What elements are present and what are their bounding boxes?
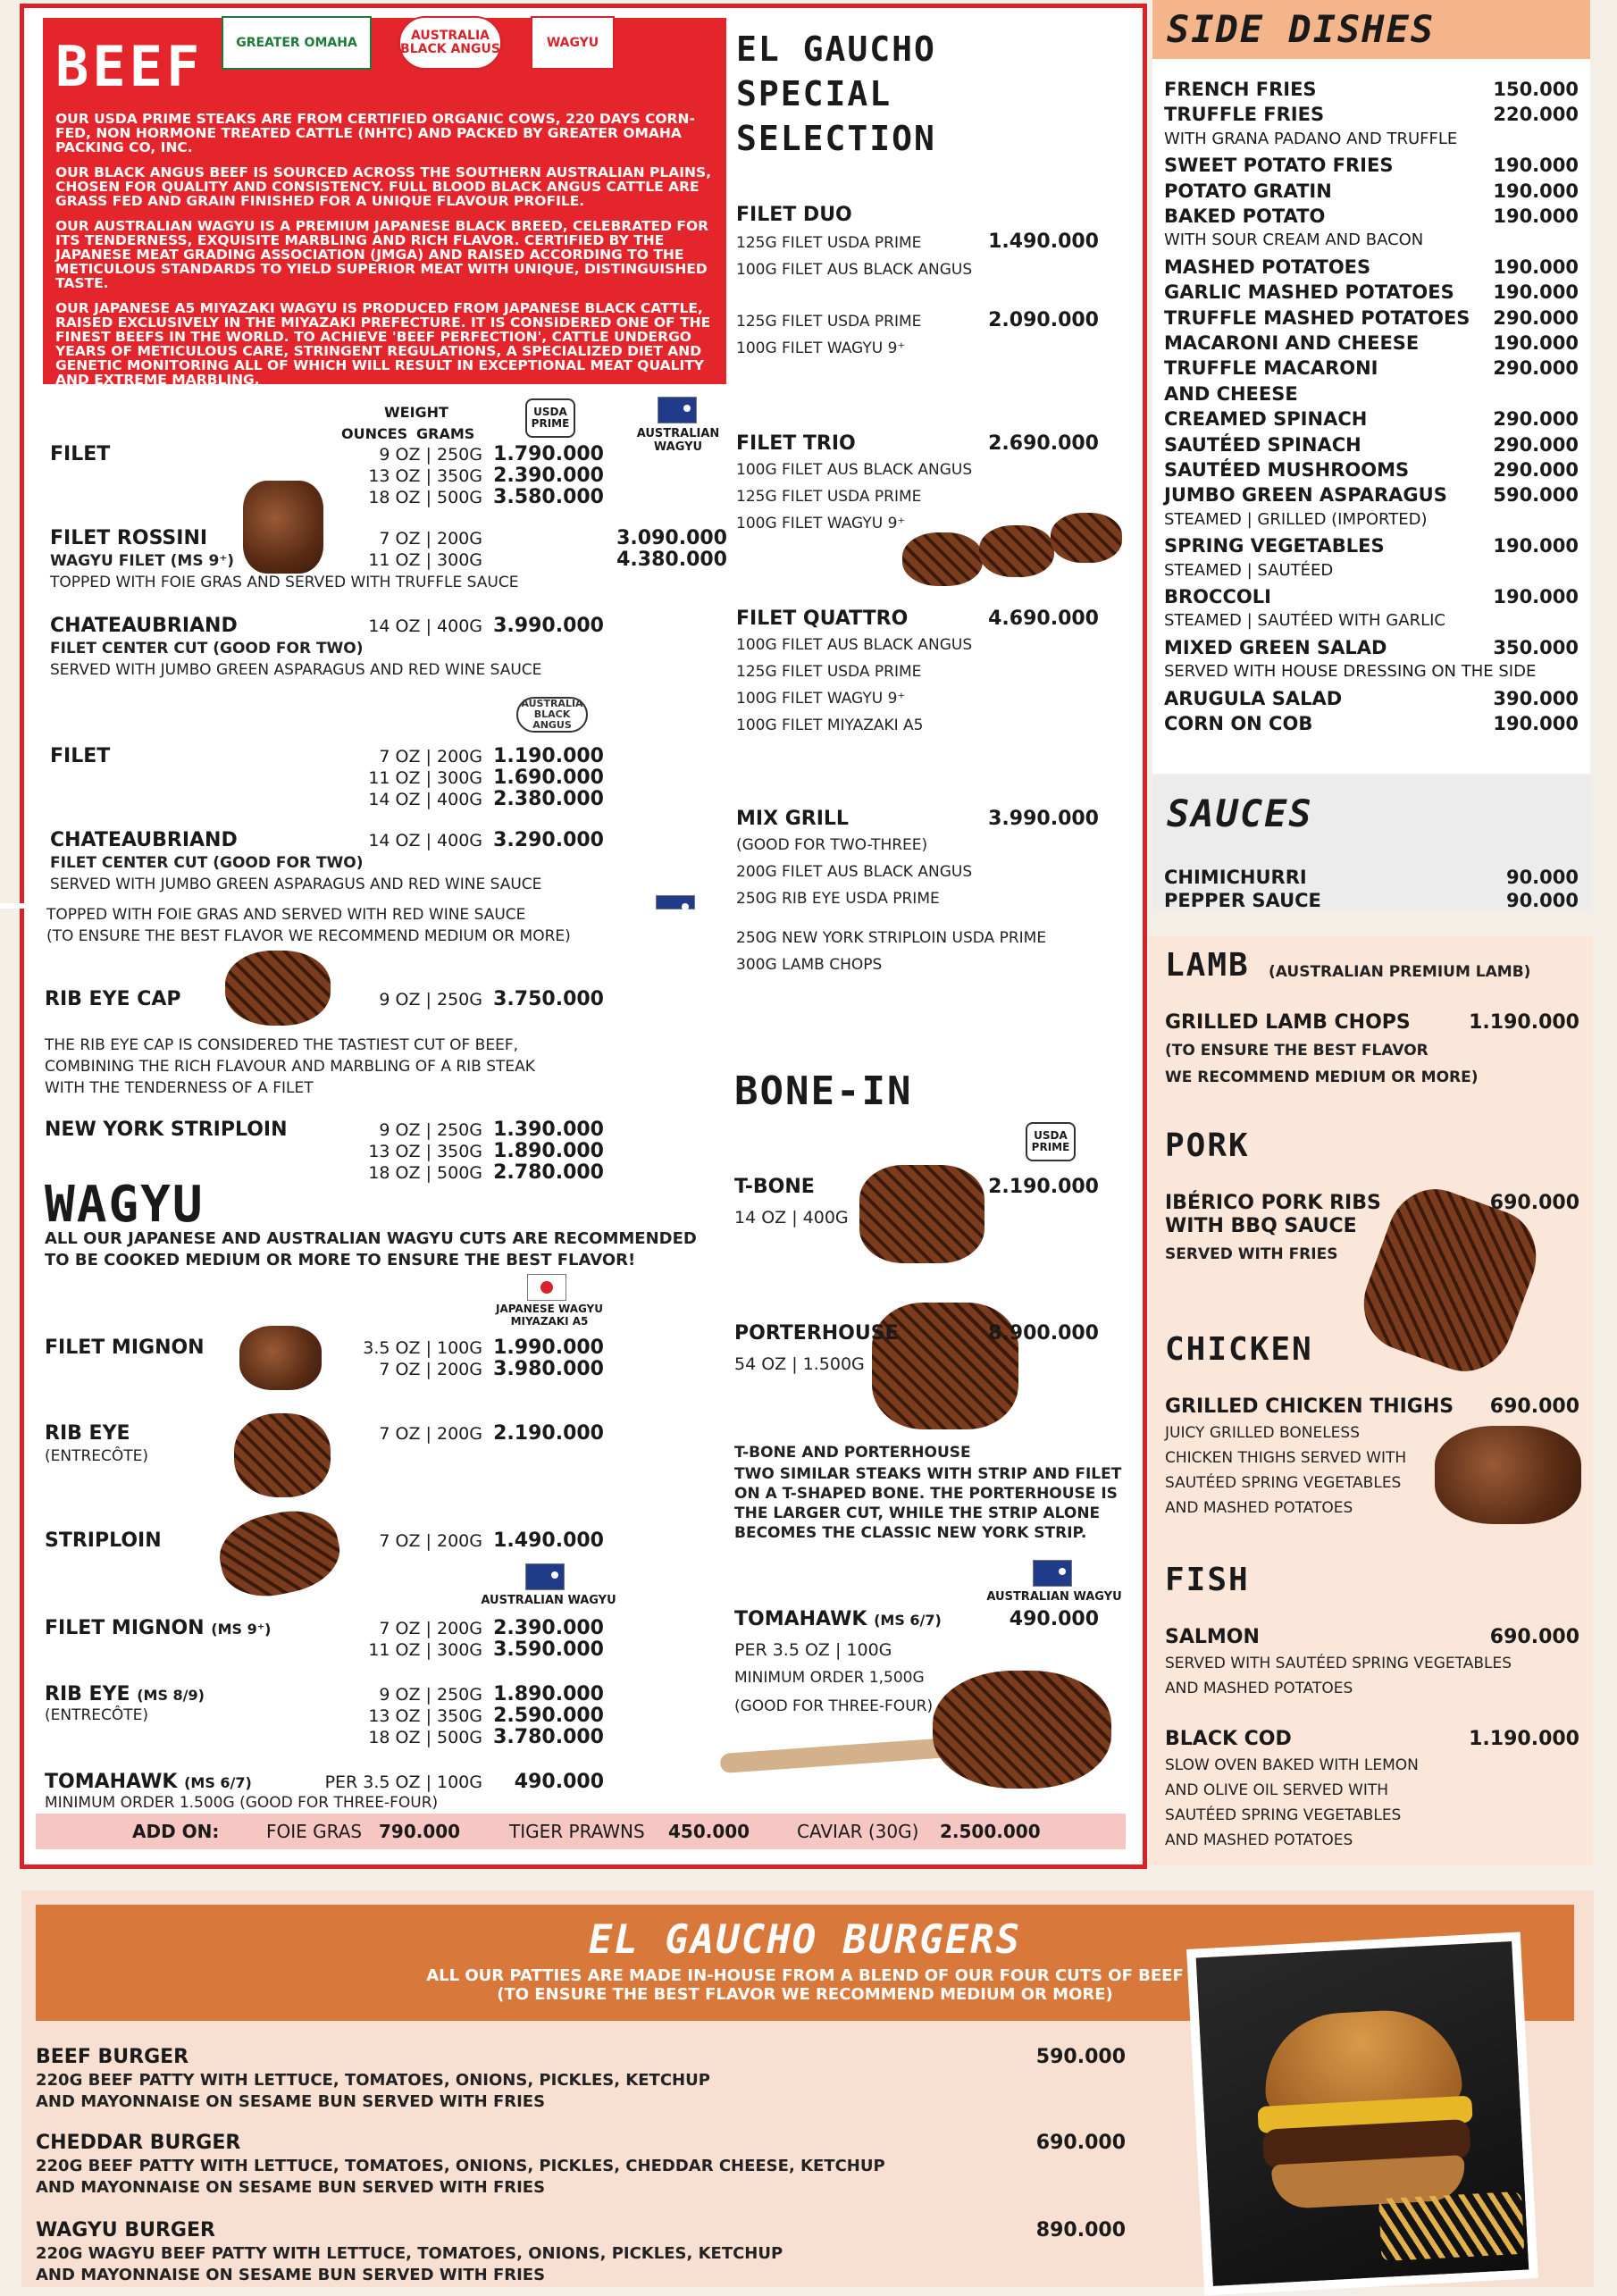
- filet-angus-name: FILET: [50, 745, 111, 767]
- australian-wagyu-label: AUSTRALIAN WAGYU: [636, 427, 720, 454]
- side-dish-note: SERVED WITH HOUSE DRESSING ON THE SIDE: [1164, 662, 1537, 682]
- rib-eye-cap-weight: 9 OZ | 250G: [379, 990, 482, 1010]
- mix-grill-l2: 200G FILET AUS BLACK ANGUS: [736, 863, 973, 881]
- aus-rib-eye-price-3: 3.780.000: [493, 1726, 604, 1748]
- side-dish-note: WITH GRANA PADANO AND TRUFFLE: [1164, 129, 1458, 148]
- side-dish-name: GARLIC MASHED POTATOES: [1164, 281, 1454, 304]
- side-dish-price: 190.000: [1493, 586, 1579, 608]
- wagyu-rib-eye-weight: 7 OZ | 200G: [379, 1424, 482, 1444]
- beef-intro-box: [43, 18, 726, 388]
- wagyu-filet-mignon-name: FILET MIGNON: [45, 1337, 205, 1359]
- t-bone-name: T-BONE: [734, 1176, 815, 1198]
- pork-ribs-name-2: WITH BBQ SAUCE: [1165, 1215, 1357, 1237]
- sauces-title: SAUCES: [1167, 792, 1313, 835]
- side-dish-row: [1164, 332, 1579, 354]
- filet-duo-b1: 125G FILET USDA PRIME: [736, 313, 922, 331]
- filet-angus-price-3: 2.380.000: [493, 788, 604, 810]
- aus-rib-eye-weight-3: 18 OZ | 500G: [368, 1728, 482, 1747]
- cheddar-burger-desc-2: AND MAYONNAISE ON SESAME BUN SERVED WITH FRIES: [36, 2178, 546, 2197]
- tomahawk-l1: PER 3.5 OZ | 100G: [734, 1640, 892, 1660]
- rib-eye-cap-price: 3.750.000: [493, 988, 604, 1010]
- chicken-thighs-price: 690.000: [1489, 1395, 1579, 1418]
- side-dish-name: MACARONI AND CHEESE: [1164, 332, 1420, 354]
- grams-label: GRAMS: [416, 425, 475, 442]
- aus-rib-eye-weight-1: 9 OZ | 250G: [379, 1685, 482, 1705]
- filet-angus-weight-3: 14 OZ | 400G: [368, 790, 482, 809]
- ounces-label: OUNCES: [341, 425, 408, 442]
- burgers-note-1: ALL OUR PATTIES ARE MADE IN-HOUSE FROM A BLEND OF OUR FOUR CUTS OF BEEF: [426, 1966, 1184, 1985]
- ny-striploin-price-2: 1.890.000: [493, 1140, 604, 1162]
- side-dish-row: [1164, 383, 1579, 405]
- aus-rib-eye-name: RIB EYE: [45, 1683, 130, 1705]
- side-dish-row: [1164, 688, 1579, 709]
- aus-tomahawk-price: 490.000: [514, 1771, 604, 1793]
- chicken-desc-2: CHICKEN THIGHS SERVED WITH: [1165, 1449, 1407, 1467]
- ny-striploin-weight-3: 18 OZ | 500G: [368, 1163, 482, 1183]
- wagyu-note-1: ALL OUR JAPANESE AND AUSTRALIAN WAGYU CUTS ARE RECOMMENDED: [45, 1229, 697, 1248]
- pork-title: PORK: [1165, 1127, 1250, 1164]
- side-dish-name: MIXED GREEN SALAD: [1164, 636, 1387, 658]
- filet-trio-l3: 100G FILET WAGYU 9⁺: [736, 515, 906, 532]
- wagyu-striploin-weight: 7 OZ | 200G: [379, 1531, 482, 1551]
- chicken-title: CHICKEN: [1165, 1331, 1313, 1368]
- side-dish-name: BAKED POTATO: [1164, 205, 1326, 227]
- black-angus-badge: AUSTRALIA BLACK ANGUS: [516, 697, 588, 733]
- black-cod-desc-2: AND OLIVE OIL SERVED WITH: [1165, 1781, 1389, 1799]
- side-dish-row: [1164, 79, 1579, 100]
- side-dish-row: [1164, 281, 1579, 303]
- side-dish-name: SAUTÉED SPINACH: [1164, 433, 1361, 456]
- cheddar-burger-name: CHEDDAR BURGER: [36, 2132, 241, 2154]
- beef-burger-name: BEEF BURGER: [36, 2046, 189, 2068]
- porterhouse-name: PORTERHOUSE: [734, 1322, 899, 1345]
- burgers-title: EL GAUCHO BURGERS: [588, 1917, 1022, 1963]
- mix-grill-l3: 250G RIB EYE USDA PRIME: [736, 890, 940, 908]
- rossini-weight-1: 7 OZ | 200G: [379, 529, 482, 549]
- tomahawk-l2: MINIMUM ORDER 1,500G: [734, 1669, 925, 1687]
- mix-grill-l4: 250G NEW YORK STRIPLOIN USDA PRIME: [736, 929, 1047, 947]
- chateaubriand-angus-weight: 14 OZ | 400G: [368, 831, 482, 851]
- porterhouse-weight: 54 OZ | 1.500G: [734, 1354, 865, 1374]
- filet-quattro-l3: 100G FILET WAGYU 9⁺: [736, 690, 906, 708]
- aus-filet-price-1: 2.390.000: [493, 1617, 604, 1639]
- lamb-title: LAMB: [1165, 947, 1250, 984]
- side-dish-price: 290.000: [1493, 357, 1579, 380]
- filet-trio-price: 2.690.000: [988, 432, 1099, 455]
- side-dish-name: BROCCOLI: [1164, 586, 1271, 608]
- chateaubriand-angus-price: 3.290.000: [493, 829, 604, 851]
- beef-title: BEEF: [55, 34, 204, 99]
- side-dish-price: 150.000: [1493, 79, 1579, 100]
- t-bone-weight: 14 OZ | 400G: [734, 1208, 849, 1228]
- trio-steak-photo-3: [1051, 513, 1122, 563]
- bone-desc-l2: ON A T-SHAPED BONE. THE PORTERHOUSE IS: [734, 1485, 1118, 1503]
- tomahawk-ms: (MS 6/7): [874, 1612, 942, 1629]
- side-dish-price: 190.000: [1493, 180, 1579, 202]
- pork-ribs-price: 690.000: [1489, 1192, 1579, 1214]
- chateaubriand-usda-weight: 14 OZ | 400G: [368, 616, 482, 636]
- black-cod-name: BLACK COD: [1165, 1728, 1292, 1750]
- japanese-wagyu-label: JAPANESE WAGYU MIYAZAKI A5: [496, 1303, 603, 1328]
- filet-quattro-l4: 100G FILET MIYAZAKI A5: [736, 716, 924, 734]
- side-dish-note: STEAMED | GRILLED (IMPORTED): [1164, 509, 1428, 529]
- beef-para-angus: OUR BLACK ANGUS BEEF IS SOURCED ACROSS THE SOUTHERN AUSTRALIAN PLAINS, CHOSEN FOR QUALITY AND CONSISTENCY. FULL BLOOD BLACK ANGUS CATTLE ARE GRASS FED AND GRAIN FINISHED FOR A UNIQUE FLAVOUR PROFILE.: [55, 164, 711, 209]
- chicken-desc-3: SAUTÉED SPRING VEGETABLES: [1165, 1474, 1402, 1492]
- aus-rib-eye-sub: (ENTRECÔTE): [45, 1706, 149, 1724]
- aus-rib-eye-ms: (MS 8/9): [137, 1687, 205, 1704]
- salmon-name: SALMON: [1165, 1626, 1260, 1648]
- aus-filet-weight-2: 11 OZ | 300G: [368, 1640, 482, 1660]
- side-dish-name: JUMBO GREEN ASPARAGUS: [1164, 484, 1447, 507]
- side-dish-name: POTATO GRATIN: [1164, 180, 1332, 202]
- sauce-pepper-price: 90.000: [1505, 890, 1579, 908]
- topped-note-2: (TO ENSURE THE BEST FLAVOR WE RECOMMEND MEDIUM OR MORE): [46, 927, 571, 945]
- filet-mignon-photo: [239, 1326, 322, 1390]
- wagyu-filet-weight-1: 3.5 OZ | 100G: [363, 1338, 482, 1358]
- side-dish-row: [1164, 256, 1579, 278]
- mix-grill-price: 3.990.000: [988, 808, 1099, 830]
- rossini-weight-2: 11 OZ | 300G: [368, 550, 482, 570]
- filet-duo-name: FILET DUO: [736, 204, 852, 226]
- filet-weight-2: 13 OZ | 350G: [368, 466, 482, 486]
- side-dish-price: 190.000: [1493, 713, 1579, 734]
- chicken-desc-1: JUICY GRILLED BONELESS: [1165, 1424, 1361, 1442]
- australia-flag-icon: [1033, 1560, 1072, 1587]
- rib-eye-cap-desc-1: THE RIB EYE CAP IS CONSIDERED THE TASTIEST CUT OF BEEF,: [45, 1036, 518, 1054]
- side-dish-price: 590.000: [1493, 484, 1579, 507]
- lamb-chops-name: GRILLED LAMB CHOPS: [1165, 1011, 1411, 1034]
- aus-tomahawk-name: TOMAHAWK: [45, 1771, 178, 1793]
- filet-angus-price-2: 1.690.000: [493, 767, 604, 789]
- wagyu-logo: WAGYU: [531, 16, 615, 70]
- black-cod-desc-1: SLOW OVEN BAKED WITH LEMON: [1165, 1756, 1419, 1774]
- chateaubriand-usda-name: CHATEAUBRIAND: [50, 615, 238, 637]
- wagyu-striploin-price: 1.490.000: [493, 1529, 604, 1552]
- add-on-tiger-prawns: TIGER PRAWNS: [509, 1821, 645, 1842]
- side-dish-row: [1164, 484, 1579, 506]
- usda-prime-badge: USDA PRIME: [525, 398, 575, 438]
- side-dish-row: [1164, 535, 1579, 557]
- side-dish-price: 290.000: [1493, 408, 1579, 431]
- bone-desc-l4: BECOMES THE CLASSIC NEW YORK STRIP.: [734, 1524, 1087, 1542]
- filet-angus-weight-2: 11 OZ | 300G: [368, 768, 482, 788]
- add-on-caviar: CAVIAR (30G): [797, 1821, 919, 1842]
- australia-flag-icon: [656, 895, 695, 909]
- aus-tomahawk-sub: MINIMUM ORDER 1.500G (GOOD FOR THREE-FOUR): [45, 1794, 439, 1812]
- lamb-note-2: WE RECOMMEND MEDIUM OR MORE): [1165, 1068, 1479, 1086]
- chicken-thighs-name: GRILLED CHICKEN THIGHS: [1165, 1395, 1454, 1418]
- side-dish-row: [1164, 434, 1579, 456]
- side-dish-row: [1164, 357, 1579, 379]
- burger-photo: [1186, 1931, 1538, 2295]
- ny-striploin-weight-1: 9 OZ | 250G: [379, 1120, 482, 1140]
- sauce-chimichurri-price: 90.000: [1505, 867, 1579, 888]
- rossini-name: FILET ROSSINI: [50, 527, 208, 549]
- sauce-chimichurri: CHIMICHURRI: [1164, 867, 1307, 888]
- rossini-sub: WAGYU FILET (MS 9⁺): [50, 552, 235, 570]
- filet-trio-l1: 100G FILET AUS BLACK ANGUS: [736, 461, 973, 479]
- australian-wagyu-label-2: AUSTRALIAN WAGYU: [481, 1594, 616, 1607]
- side-dish-note: STEAMED | SAUTÉED WITH GARLIC: [1164, 611, 1445, 631]
- side-dishes-title: SIDE DISHES: [1167, 7, 1436, 51]
- filet-quattro-l1: 100G FILET AUS BLACK ANGUS: [736, 636, 973, 654]
- filet-angus-weight-1: 7 OZ | 200G: [379, 747, 482, 767]
- chateaubriand-angus-desc: SERVED WITH JUMBO GREEN ASPARAGUS AND RED WINE SAUCE: [50, 876, 542, 893]
- aus-rib-eye-price-2: 2.590.000: [493, 1705, 604, 1727]
- side-dish-name: CREAMED SPINACH: [1164, 408, 1368, 431]
- beef-burger-price: 590.000: [1035, 2046, 1126, 2068]
- ny-striploin-weight-2: 13 OZ | 350G: [368, 1142, 482, 1161]
- aus-tomahawk-ms: (MS 6/7): [184, 1774, 252, 1791]
- side-dish-price: 190.000: [1493, 205, 1579, 227]
- australia-flag-icon: [525, 1563, 565, 1590]
- fish-title: FISH: [1165, 1562, 1250, 1598]
- bone-desc-l1: TWO SIMILAR STEAKS WITH STRIP AND FILET: [734, 1465, 1122, 1483]
- lamb-sub: (AUSTRALIAN PREMIUM LAMB): [1269, 963, 1531, 981]
- black-cod-desc-3: SAUTÉED SPRING VEGETABLES: [1165, 1806, 1402, 1824]
- chateaubriand-angus-sub: FILET CENTER CUT (GOOD FOR TWO): [50, 854, 364, 872]
- special-title-3: SELECTION: [736, 119, 936, 158]
- topped-note-1: TOPPED WITH FOIE GRAS AND SERVED WITH RED WINE SAUCE: [46, 906, 526, 924]
- side-dish-name: FRENCH FRIES: [1164, 79, 1317, 100]
- side-dish-name: ARUGULA SALAD: [1164, 687, 1343, 709]
- wagyu-filet-price-2: 3.980.000: [493, 1358, 604, 1380]
- filet-quattro-name: FILET QUATTRO: [736, 608, 909, 630]
- wagyu-burger-name: WAGYU BURGER: [36, 2219, 215, 2242]
- aus-tomahawk-weight: PER 3.5 OZ | 100G: [324, 1772, 482, 1792]
- side-dish-name: SWEET POTATO FRIES: [1164, 155, 1394, 177]
- cheddar-burger-price: 690.000: [1035, 2132, 1126, 2154]
- filet-price-2: 2.390.000: [493, 465, 604, 487]
- wagyu-filet-price-1: 1.990.000: [493, 1337, 604, 1359]
- filet-trio-l2: 125G FILET USDA PRIME: [736, 488, 922, 506]
- side-dish-name: CORN ON COB: [1164, 713, 1313, 734]
- salmon-desc-2: AND MASHED POTATOES: [1165, 1680, 1353, 1697]
- filet-duo-a2: 100G FILET AUS BLACK ANGUS: [736, 261, 973, 279]
- filet-name: FILET: [50, 443, 111, 465]
- side-dish-price: 290.000: [1493, 306, 1579, 329]
- wagyu-burger-desc-2: AND MAYONNAISE ON SESAME BUN SERVED WITH FRIES: [36, 2266, 546, 2284]
- filet-duo-b2: 100G FILET WAGYU 9⁺: [736, 339, 906, 357]
- tomahawk-l3: (GOOD FOR THREE-FOUR): [734, 1697, 934, 1715]
- beef-burger-desc-2: AND MAYONNAISE ON SESAME BUN SERVED WITH FRIES: [36, 2092, 546, 2111]
- black-cod-price: 1.190.000: [1469, 1728, 1579, 1750]
- side-dish-row: [1164, 586, 1579, 608]
- chicken-photo: [1435, 1426, 1581, 1524]
- cheddar-burger-desc-1: 220G BEEF PATTY WITH LETTUCE, TOMATOES, ONIONS, PICKLES, CHEDDAR CHEESE, KETCHUP: [36, 2157, 885, 2175]
- add-on-bar: [36, 1814, 1126, 1849]
- side-dish-price: 290.000: [1493, 459, 1579, 481]
- side-dish-note: WITH SOUR CREAM AND BACON: [1164, 230, 1424, 250]
- black-cod-desc-4: AND MASHED POTATOES: [1165, 1831, 1353, 1849]
- wagyu-filet-weight-2: 7 OZ | 200G: [379, 1360, 482, 1379]
- wagyu-rib-eye-price: 2.190.000: [493, 1422, 604, 1445]
- rossini-price-1: 3.090.000: [616, 527, 727, 549]
- filet-weight-3: 18 OZ | 500G: [368, 488, 482, 507]
- filet-quattro-l2: 125G FILET USDA PRIME: [736, 663, 922, 681]
- side-dish-price: 390.000: [1493, 687, 1579, 709]
- add-on-caviar-price: 2.500.000: [940, 1821, 1041, 1842]
- add-on-tiger-prawns-price: 450.000: [668, 1821, 750, 1842]
- mix-grill-l5: 300G LAMB CHOPS: [736, 956, 883, 974]
- wagyu-burger-desc-1: 220G WAGYU BEEF PATTY WITH LETTUCE, TOMATOES, ONIONS, PICKLES, KETCHUP: [36, 2244, 783, 2263]
- ny-striploin-price-1: 1.390.000: [493, 1119, 604, 1141]
- side-dish-price: 190.000: [1493, 332, 1579, 354]
- beef-para-usda: OUR USDA PRIME STEAKS ARE FROM CERTIFIED ORGANIC COWS, 220 DAYS CORN-FED, NON HORMONE TREATED CATTLE (NHTC) AND PACKED BY GREATER OMAHA PACKING CO, INC.: [55, 111, 695, 155]
- ny-striploin-price-3: 2.780.000: [493, 1161, 604, 1184]
- t-bone-price: 2.190.000: [988, 1176, 1099, 1198]
- rib-eye-cap-name: RIB EYE CAP: [45, 988, 181, 1010]
- chateaubriand-angus-name: CHATEAUBRIAND: [50, 829, 238, 851]
- side-dish-row: [1164, 155, 1579, 176]
- rib-eye-cap-desc-2: COMBINING THE RICH FLAVOUR AND MARBLING OF A RIB STEAK: [45, 1058, 535, 1076]
- side-dish-row: [1164, 307, 1579, 329]
- filet-quattro-price: 4.690.000: [988, 608, 1099, 630]
- pork-sub: SERVED WITH FRIES: [1165, 1245, 1338, 1263]
- side-dish-price: 190.000: [1493, 155, 1579, 177]
- side-dish-row: [1164, 205, 1579, 227]
- side-dish-row: [1164, 180, 1579, 202]
- aus-filet-mignon-name: FILET MIGNON: [45, 1617, 205, 1639]
- side-dish-price: 190.000: [1493, 281, 1579, 304]
- special-title-1: EL GAUCHO: [736, 29, 936, 69]
- chateaubriand-usda-sub: FILET CENTER CUT (GOOD FOR TWO): [50, 640, 364, 658]
- bone-desc-l3: THE LARGER CUT, WHILE THE STRIP ALONE: [734, 1504, 1101, 1522]
- filet-duo-a1: 125G FILET USDA PRIME: [736, 234, 922, 252]
- wagyu-title: WAGYU: [45, 1176, 205, 1234]
- side-dish-name: AND CHEESE: [1164, 382, 1298, 405]
- trio-steak-photo-2: [979, 525, 1054, 577]
- special-title-2: SPECIAL: [736, 74, 892, 113]
- trio-steak-photo-1: [902, 532, 983, 586]
- chateaubriand-usda-desc: SERVED WITH JUMBO GREEN ASPARAGUS AND RED WINE SAUCE: [50, 661, 542, 679]
- side-dish-price: 350.000: [1493, 636, 1579, 658]
- bone-australian-wagyu-label: AUSTRALIAN WAGYU: [986, 1590, 1122, 1604]
- filet-price-3: 3.580.000: [493, 486, 604, 508]
- add-on-label: ADD ON:: [132, 1821, 220, 1842]
- side-dish-row: [1164, 104, 1579, 125]
- side-dish-price: 290.000: [1493, 433, 1579, 456]
- tomahawk-name: TOMAHAWK: [734, 1608, 867, 1630]
- side-dish-name: SPRING VEGETABLES: [1164, 535, 1385, 557]
- rib-eye-cap-desc-3: WITH THE TENDERNESS OF A FILET: [45, 1079, 314, 1097]
- chicken-desc-4: AND MASHED POTATOES: [1165, 1499, 1353, 1517]
- rib-eye-cap-photo: [225, 951, 331, 1026]
- aus-rib-eye-price-1: 1.890.000: [493, 1683, 604, 1705]
- salmon-desc-1: SERVED WITH SAUTÉED SPRING VEGETABLES: [1165, 1655, 1512, 1672]
- mix-grill-name: MIX GRILL: [736, 808, 849, 830]
- t-bone-photo: [859, 1165, 984, 1263]
- aus-filet-price-2: 3.590.000: [493, 1638, 604, 1661]
- rossini-price-2: 4.380.000: [616, 549, 727, 571]
- mix-grill-l1: (GOOD FOR TWO-THREE): [736, 836, 928, 854]
- beef-para-wagyu: OUR AUSTRALIAN WAGYU IS A PREMIUM JAPANESE BLACK BREED, CELEBRATED FOR ITS TENDERNESS, EXQUISITE MARBLING AND RICH FLAVOR. CERTIFIED BY THE JAPANESE MEAT GRADING ASSOCIATION (JMGA) AND RAISED ACCORDING TO THE METICULOUS STANDARDS TO YIELD SUPERIOR MEAT WITH UNIQUE, DISTINGUISHED TASTE.: [55, 218, 709, 291]
- side-dish-row: [1164, 637, 1579, 658]
- side-dish-note: STEAMED | SAUTÉED: [1164, 560, 1334, 580]
- wagyu-rib-eye-name: RIB EYE: [45, 1422, 130, 1445]
- wagyu-striploin-name: STRIPLOIN: [45, 1529, 162, 1552]
- filet-price-1: 1.790.000: [493, 443, 604, 465]
- burgers-note-2: (TO ENSURE THE BEST FLAVOR WE RECOMMEND MEDIUM OR MORE): [497, 1985, 1113, 2004]
- filet-weight-1: 9 OZ | 250G: [379, 445, 482, 465]
- porterhouse-price: 8.900.000: [988, 1322, 1099, 1345]
- beef-burger-desc-1: 220G BEEF PATTY WITH LETTUCE, TOMATOES, ONIONS, PICKLES, KETCHUP: [36, 2071, 710, 2090]
- tomahawk-price: 490.000: [1009, 1608, 1099, 1630]
- side-dish-row: [1164, 408, 1579, 430]
- usda-prime-badge-bone: USDA PRIME: [1026, 1122, 1076, 1161]
- aus-rib-eye-weight-2: 13 OZ | 350G: [368, 1706, 482, 1726]
- side-dish-name: TRUFFLE FRIES: [1164, 104, 1325, 126]
- side-dish-price: 190.000: [1493, 535, 1579, 557]
- bone-in-title: BONE-IN: [734, 1068, 913, 1114]
- side-dish-row: [1164, 713, 1579, 734]
- filet-trio-name: FILET TRIO: [736, 432, 856, 455]
- side-dish-price: 220.000: [1493, 104, 1579, 126]
- lamb-note-1: (TO ENSURE THE BEST FLAVOR: [1165, 1042, 1428, 1060]
- pork-ribs-name-1: IBÉRICO PORK RIBS: [1165, 1192, 1381, 1214]
- side-dish-name: SAUTÉED MUSHROOMS: [1164, 459, 1410, 481]
- add-on-foie-gras-price: 790.000: [379, 1821, 461, 1842]
- sauce-pepper: PEPPER SAUCE: [1164, 890, 1321, 908]
- lamb-chops-price: 1.190.000: [1469, 1011, 1579, 1034]
- side-dish-name: MASHED POTATOES: [1164, 256, 1371, 278]
- filet-duo-price-b: 2.090.000: [988, 309, 1099, 331]
- australia-flag-icon: [658, 397, 697, 423]
- ny-striploin-name: NEW YORK STRIPLOIN: [45, 1119, 288, 1141]
- side-dish-price: 190.000: [1493, 256, 1579, 278]
- bone-desc-heading: T-BONE AND PORTERHOUSE: [734, 1444, 971, 1462]
- greater-omaha-logo: GREATER OMAHA: [222, 16, 372, 70]
- side-dish-row: [1164, 459, 1579, 481]
- side-dish-name: TRUFFLE MASHED POTATOES: [1164, 306, 1470, 329]
- salmon-price: 690.000: [1489, 1626, 1579, 1648]
- side-dish-name: TRUFFLE MACARONI: [1164, 357, 1378, 380]
- fries: [1378, 2191, 1524, 2261]
- weight-label: WEIGHT: [384, 404, 448, 421]
- wagyu-rib-eye-sub: (ENTRECÔTE): [45, 1447, 149, 1465]
- wagyu-burger-price: 890.000: [1035, 2219, 1126, 2242]
- add-on-foie-gras: FOIE GRAS: [266, 1821, 363, 1842]
- japan-flag-icon: [527, 1274, 566, 1301]
- rossini-desc: TOPPED WITH FOIE GRAS AND SERVED WITH TRUFFLE SAUCE: [50, 574, 519, 591]
- black-angus-logo: AUSTRALIA BLACK ANGUS: [398, 16, 502, 70]
- wagyu-note-2: TO BE COOKED MEDIUM OR MORE TO ENSURE THE BEST FLAVOR!: [45, 1251, 636, 1270]
- filet-duo-price-a: 1.490.000: [988, 230, 1099, 253]
- aus-filet-ms: (MS 9⁺): [211, 1621, 272, 1638]
- beef-para-miyazaki: OUR JAPANESE A5 MIYAZAKI WAGYU IS PRODUCED FROM JAPANESE BLACK CATTLE, RAISED EXCLUSIVELY IN THE MIYAZAKI PREFECTURE. IT IS CONSIDERED ONE OF THE FINEST BEEFS IN THE WORLD. TO ACHIEVE 'BEEF PERFECTION', CATTLE UNDERGO YEARS OF METICULOUS CARE, STRINGENT REGULATIONS, A SPECIALIZED DIET AND GENETIC MONITORING ALL OF WHICH WILL RESULT IN EXCEPTIONAL MEAT QUALITY AND EXTREME MARBLING.: [55, 300, 711, 388]
- tomahawk-photo: [933, 1671, 1111, 1789]
- filet-angus-price-1: 1.190.000: [493, 745, 604, 767]
- aus-filet-weight-1: 7 OZ | 200G: [379, 1619, 482, 1638]
- chateaubriand-usda-price: 3.990.000: [493, 615, 604, 637]
